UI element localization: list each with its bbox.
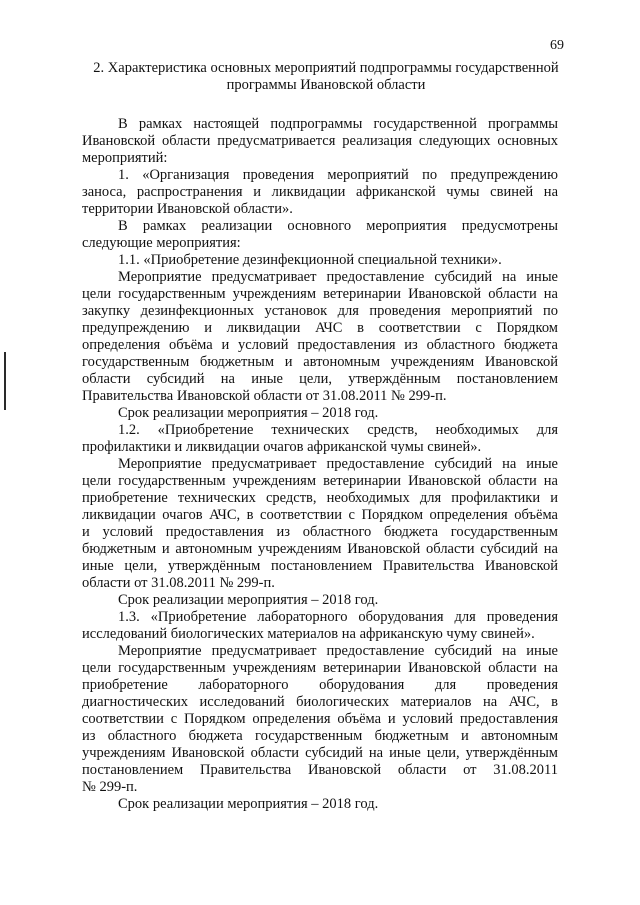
paragraph-deadline-1-1	[82, 405, 558, 422]
text-line: № 299-п.	[82, 779, 138, 795]
text-line: Мероприятие предусматривает предоставление субсидий на иные	[118, 269, 558, 285]
text-line: территории Ивановской области».	[82, 201, 293, 217]
text-line: 1.3. «Приобретение лабораторного оборудования для проведения	[118, 609, 558, 625]
section-heading	[70, 60, 582, 94]
text-line: иные цели, утверждённым постановлением Правительства Ивановской	[82, 558, 558, 574]
text-line: предупреждению и ликвидации АЧС в соответствии с Порядком	[82, 320, 558, 336]
text-line: цели государственным учреждениям ветеринарии Ивановской области на	[82, 286, 558, 302]
text-line: Мероприятие предусматривает предоставление субсидий на иные	[118, 456, 558, 472]
text-line: Правительства Ивановской области от 31.08.2011 № 299-п.	[82, 388, 447, 404]
paragraph-deadline-1-2	[82, 592, 558, 609]
text-line: государственным бюджетным и автономным учреждениям Ивановской	[82, 354, 558, 370]
text-line: заноса, распространения и ликвидации африканской чумы свиней на	[82, 184, 558, 200]
paragraph-activity-1-3-description	[82, 643, 558, 796]
heading-line: 2. Характеристика основных мероприятий подпрограммы государственной	[93, 60, 559, 76]
text-line: Срок реализации мероприятия – 2018 год.	[118, 796, 379, 812]
paragraph-main-activity-1	[82, 167, 558, 218]
text-line: профилактики и ликвидации очагов африканской чумы свиней».	[82, 439, 482, 455]
text-line: диагностических исследований биологических материалов на АЧС, в	[82, 694, 558, 710]
text-line: цели государственным учреждениям ветеринарии Ивановской области на	[82, 473, 558, 489]
text-line: бюджетным и автономным учреждениям Ивановской области субсидий на	[82, 541, 558, 557]
text-line: учреждениям Ивановской области субсидий на иные цели, утверждённым	[82, 745, 558, 761]
text-line: закупку дезинфекционных установок для проведения мероприятий по	[82, 303, 558, 319]
text-line: постановлением Правительства Ивановской области от 31.08.2011	[82, 762, 558, 778]
text-line: 1.2. «Приобретение технических средств, необходимых для	[118, 422, 558, 438]
paragraph-activities-intro	[82, 218, 558, 252]
text-line: приобретение технических средств, необходимых для профилактики и	[82, 490, 558, 506]
text-line: 1.1. «Приобретение дезинфекционной специальной техники».	[118, 252, 502, 268]
paragraph-activity-1-2-description	[82, 456, 558, 592]
text-line: исследований биологических материалов на африканскую чуму свиней».	[82, 626, 535, 642]
page-number: 69	[550, 38, 564, 53]
paragraph-deadline-1-3	[82, 796, 558, 813]
paragraph-activity-1-2-title	[82, 422, 558, 456]
paragraph-activity-1-1-description	[82, 269, 558, 405]
text-line: следующие мероприятия:	[82, 235, 241, 251]
text-line: Ивановской области предусматривается реализация следующих основных	[82, 133, 558, 149]
heading-line: программы Ивановской области	[226, 77, 426, 93]
text-line: 1. «Организация проведения мероприятий по предупреждению	[118, 167, 558, 183]
text-line: ликвидации очагов АЧС, в соответствии с Порядком определения объёма	[82, 507, 558, 523]
body-text	[82, 116, 558, 813]
text-line: приобретение лабораторного оборудования для проведения	[82, 677, 558, 693]
text-line: В рамках настоящей подпрограммы государственной программы	[118, 116, 558, 132]
scan-edge-mark	[4, 352, 6, 410]
text-line: области от 31.08.2011 № 299-п.	[82, 575, 275, 591]
text-line: определения объёма и условий предоставления из областного бюджета	[82, 337, 558, 353]
text-line: Мероприятие предусматривает предоставление субсидий на иные	[118, 643, 558, 659]
paragraph-activity-1-3-title	[82, 609, 558, 643]
text-line: мероприятий:	[82, 150, 168, 166]
text-line: цели государственным учреждениям ветеринарии Ивановской области на	[82, 660, 558, 676]
text-line: В рамках реализации основного мероприятия предусмотрены	[118, 218, 558, 234]
text-line: Срок реализации мероприятия – 2018 год.	[118, 592, 379, 608]
text-line: и условий предоставления из областного бюджета государственным	[82, 524, 558, 540]
text-line: из областного бюджета государственным бюджетным и автономным	[82, 728, 558, 744]
text-line: Срок реализации мероприятия – 2018 год.	[118, 405, 379, 421]
text-line: области субсидий на иные цели, утверждённым постановлением	[82, 371, 558, 387]
paragraph-intro	[82, 116, 558, 167]
paragraph-activity-1-1-title	[82, 252, 558, 269]
text-line: соответствии с Порядком определения объёма и условий предоставления	[82, 711, 558, 727]
